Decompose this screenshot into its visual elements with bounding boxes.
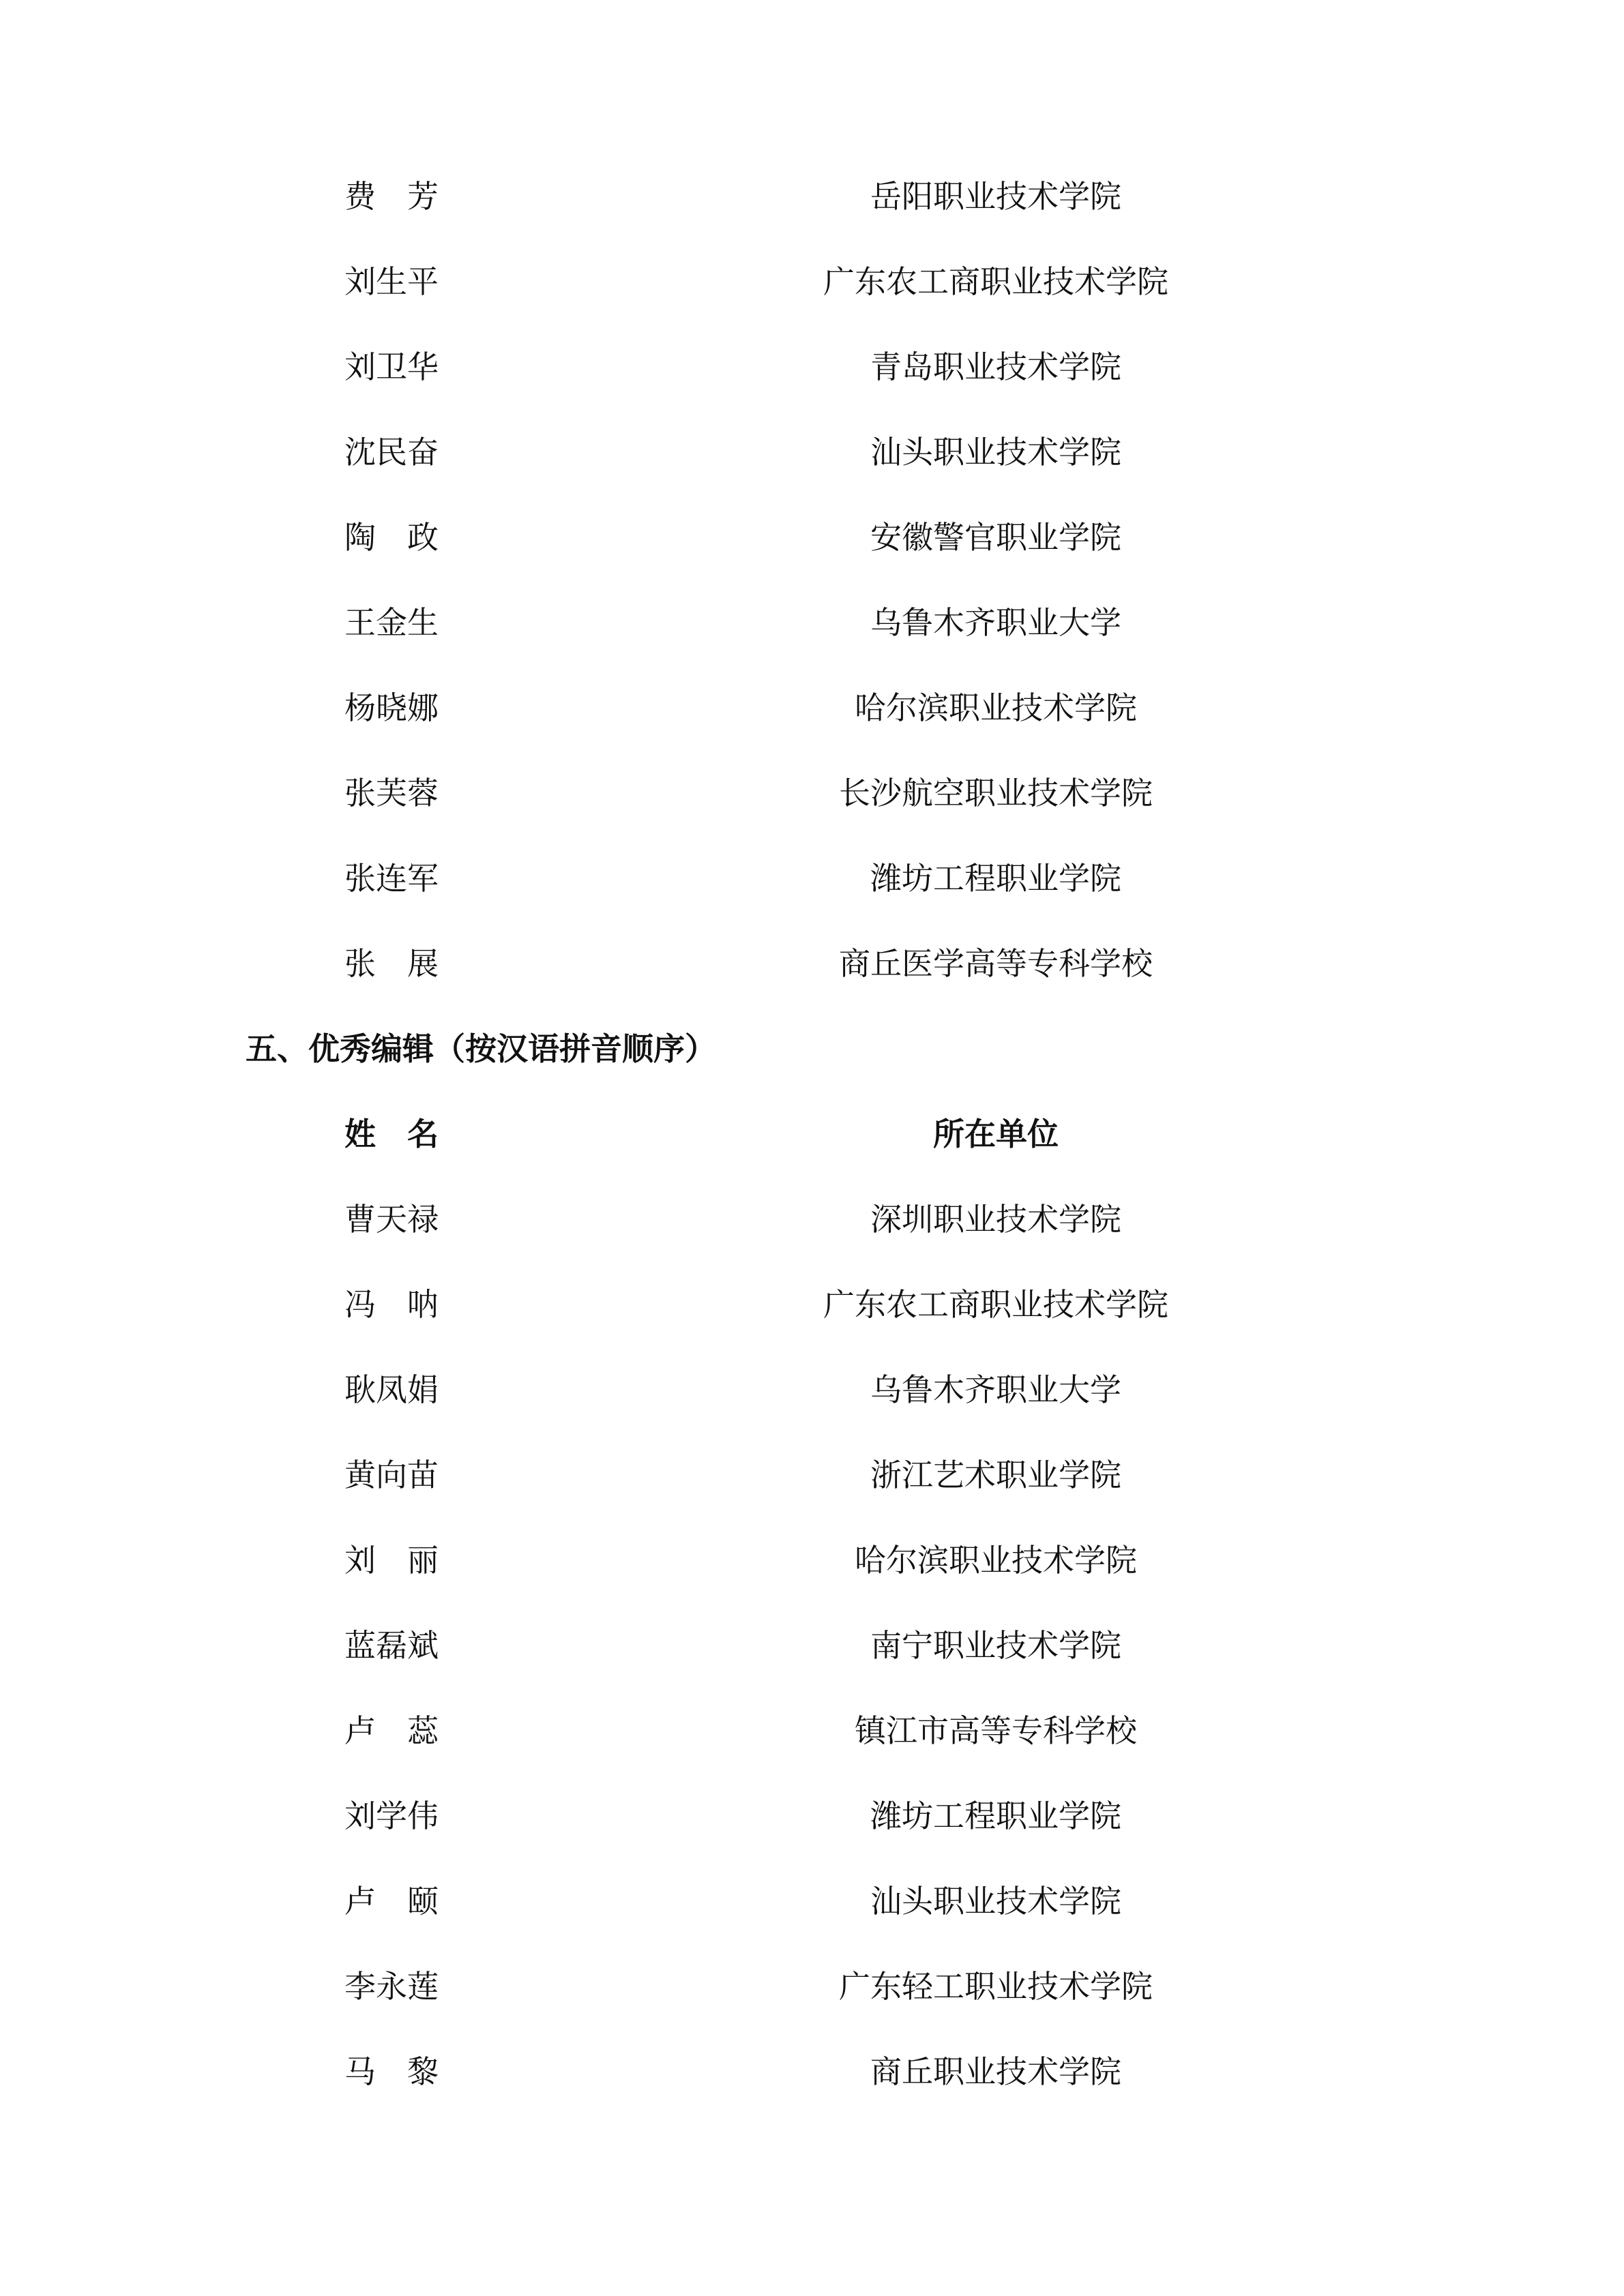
person-unit: 深圳职业技术学院 <box>870 1201 1121 1238</box>
person-unit: 广东农工商职业技术学院 <box>823 263 1168 300</box>
list-row <box>0 340 1624 394</box>
list-row <box>0 1703 1624 1758</box>
person-unit: 青岛职业技术学院 <box>870 348 1121 385</box>
person-unit: 商丘职业技术学院 <box>870 2053 1121 2090</box>
list-row <box>0 1362 1624 1417</box>
person-name: 刘学伟 <box>344 1798 439 1834</box>
person-unit: 潍坊工程职业学院 <box>870 1798 1121 1834</box>
person-unit: 汕头职业技术学院 <box>870 1883 1121 1920</box>
column-header-unit: 所在单位 <box>933 1116 1059 1152</box>
person-name: 马 黎 <box>344 2053 439 2090</box>
list-row <box>0 936 1624 991</box>
list-row <box>0 425 1624 479</box>
list-row <box>0 1789 1624 1843</box>
list-row <box>0 1533 1624 1587</box>
person-name: 黄向苗 <box>344 1457 439 1493</box>
list-row <box>0 1618 1624 1673</box>
list-row <box>0 510 1624 565</box>
person-unit: 浙江艺术职业学院 <box>870 1457 1121 1493</box>
person-name: 费 芳 <box>344 178 439 215</box>
section-heading: 五、优秀编辑（按汉语拼音顺序） <box>246 1030 716 1067</box>
person-unit: 哈尔滨职业技术学院 <box>855 1542 1137 1579</box>
person-unit: 南宁职业技术学院 <box>870 1627 1121 1664</box>
person-unit: 长沙航空职业技术学院 <box>839 775 1153 811</box>
list-row <box>0 595 1624 650</box>
person-name: 蓝磊斌 <box>344 1627 439 1664</box>
person-name: 曹天禄 <box>344 1201 439 1238</box>
list-row <box>0 681 1624 735</box>
list-row <box>0 1192 1624 1247</box>
person-name: 李永莲 <box>344 1968 439 2005</box>
table-header-row <box>0 1107 1624 1161</box>
person-name: 卢 颐 <box>344 1883 439 1920</box>
list-row <box>0 169 1624 224</box>
column-header-name: 姓 名 <box>344 1116 439 1152</box>
person-unit: 哈尔滨职业技术学院 <box>855 689 1137 726</box>
person-name: 刘 丽 <box>344 1542 439 1579</box>
person-unit: 广东农工商职业技术学院 <box>823 1286 1168 1323</box>
person-unit: 广东轻工职业技术学院 <box>839 1968 1153 2005</box>
person-unit: 汕头职业技术学院 <box>870 434 1121 471</box>
person-unit: 岳阳职业技术学院 <box>870 178 1121 215</box>
person-unit: 商丘医学高等专科学校 <box>839 945 1153 982</box>
list-row <box>0 1277 1624 1332</box>
person-name: 张连军 <box>344 860 439 897</box>
person-name: 张芙蓉 <box>344 775 439 811</box>
person-name: 杨晓娜 <box>344 689 439 726</box>
person-name: 张 展 <box>344 945 439 982</box>
person-name: 冯 呐 <box>344 1286 439 1323</box>
list-row <box>0 1959 1624 2014</box>
list-row <box>0 1448 1624 1502</box>
person-name: 耿凤娟 <box>344 1371 439 1408</box>
person-unit: 乌鲁木齐职业大学 <box>870 604 1121 641</box>
person-name: 陶 政 <box>344 519 439 556</box>
person-name: 沈民奋 <box>344 434 439 471</box>
person-name: 卢 蕊 <box>344 1712 439 1749</box>
list-row <box>0 254 1624 309</box>
person-name: 刘生平 <box>344 263 439 300</box>
person-unit: 镇江市高等专科学校 <box>855 1712 1137 1749</box>
list-row <box>0 851 1624 906</box>
person-unit: 乌鲁木齐职业大学 <box>870 1371 1121 1408</box>
person-name: 王金生 <box>344 604 439 641</box>
list-row <box>0 766 1624 820</box>
list-row <box>0 2044 1624 2099</box>
person-unit: 安徽警官职业学院 <box>870 519 1121 556</box>
person-unit: 潍坊工程职业学院 <box>870 860 1121 897</box>
list-row <box>0 1874 1624 1928</box>
person-name: 刘卫华 <box>344 348 439 385</box>
